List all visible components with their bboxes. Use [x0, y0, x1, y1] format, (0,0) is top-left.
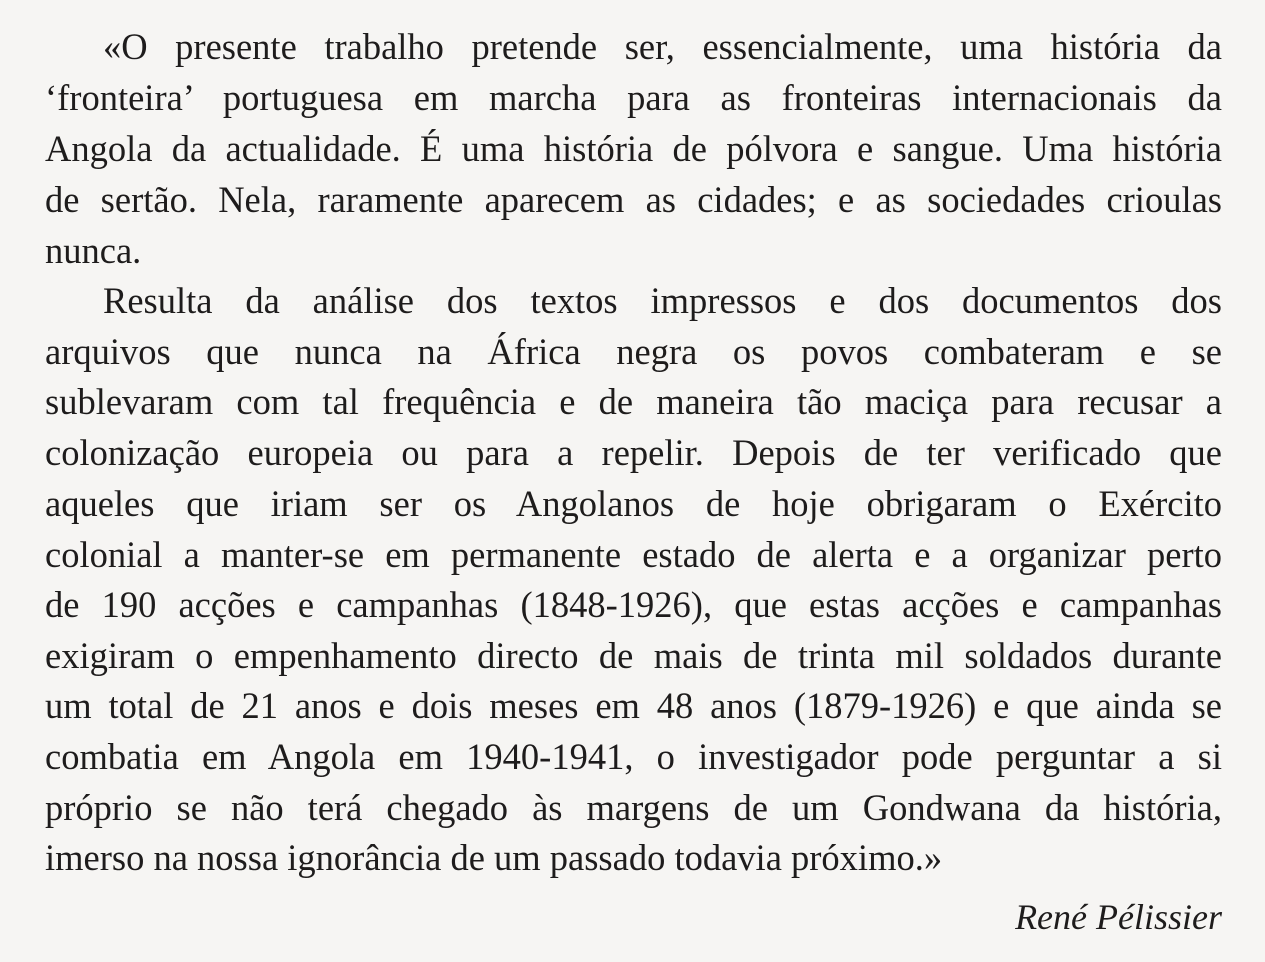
text-line: arquivos que nunca na África negra os povos combateram e se [45, 331, 1222, 372]
author-signature: René Pélissier [1015, 897, 1222, 937]
text-line: aqueles que iriam ser os Angolanos de hoje obrigaram o Exército [45, 483, 1222, 524]
text-line: colonização europeia ou para a repelir. Depois de ter verificado que [45, 432, 1222, 473]
text-line: próprio se não terá chegado às margens de um Gondwana da história, [45, 787, 1222, 828]
text-line: exigiram o empenhamento directo de mais de trinta mil soldados durante [45, 635, 1222, 676]
text-line: de sertão. Nela, raramente aparecem as cidades; e as sociedades crioulas [45, 179, 1222, 220]
text-line: Resulta da análise dos textos impressos e dos documentos dos [103, 280, 1222, 321]
text-line: «O presente trabalho pretende ser, essencialmente, uma história da [103, 26, 1222, 67]
text-line: combatia em Angola em 1940-1941, o investigador pode perguntar a si [45, 736, 1222, 777]
text-line: Angola da actualidade. É uma história de pólvora e sangue. Uma história [45, 128, 1222, 169]
text-line: nunca. [45, 230, 142, 271]
text-line: sublevaram com tal frequência e de maneira tão maciça para recusar a [45, 381, 1222, 422]
text-line: imerso na nossa ignorância de um passado todavia próximo.» [45, 837, 943, 878]
text-line: colonial a manter-se em permanente estado de alerta e a organizar perto [45, 534, 1222, 575]
text-line: ‘fronteira’ portuguesa em marcha para as fronteiras internacionais da [45, 77, 1222, 118]
text-line: um total de 21 anos e dois meses em 48 anos (1879-1926) e que ainda se [45, 685, 1222, 726]
text-line: de 190 acções e campanhas (1848-1926), que estas acções e campanhas [45, 584, 1222, 625]
